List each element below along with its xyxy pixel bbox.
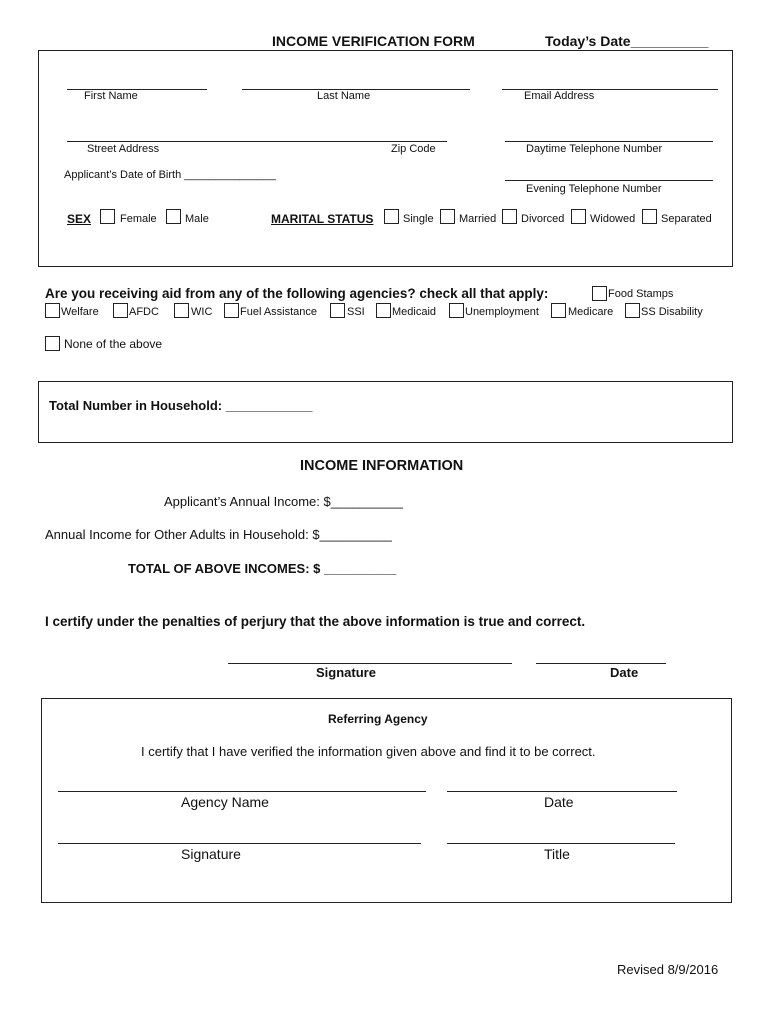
- medicaid-label: Medicaid: [392, 306, 437, 318]
- agency-title-label: Title: [544, 846, 570, 862]
- applicant-signature-label: Signature: [316, 665, 376, 680]
- unemployment-label: Unemployment: [465, 306, 539, 318]
- aid-question: Are you receiving aid from any of the following agencies? check all that apply:: [45, 286, 549, 301]
- married-checkbox[interactable]: [440, 209, 455, 224]
- fuel-assistance-checkbox[interactable]: [224, 303, 239, 318]
- widowed-checkbox[interactable]: [571, 209, 586, 224]
- none-checkbox[interactable]: [45, 336, 60, 351]
- medicaid-checkbox[interactable]: [376, 303, 391, 318]
- medicare-checkbox[interactable]: [551, 303, 566, 318]
- street-zip-line[interactable]: [67, 141, 447, 142]
- agency-date-line[interactable]: [447, 791, 677, 792]
- widowed-label: Widowed: [590, 213, 636, 225]
- agency-signature-line[interactable]: [58, 843, 421, 844]
- email-label: Email Address: [524, 90, 595, 102]
- applicant-info-section: [38, 50, 733, 267]
- agency-name-label: Agency Name: [181, 794, 269, 810]
- separated-checkbox[interactable]: [642, 209, 657, 224]
- referring-agency-section: [41, 698, 732, 903]
- wic-label: WIC: [191, 306, 213, 318]
- applicant-signature-line[interactable]: [228, 663, 512, 664]
- fuel-assistance-label: Fuel Assistance: [240, 306, 318, 318]
- todays-date-field[interactable]: Today’s Date__________: [545, 33, 709, 49]
- separated-label: Separated: [661, 213, 712, 225]
- agency-signature-label: Signature: [181, 846, 241, 862]
- day-phone-label: Daytime Telephone Number: [526, 143, 663, 155]
- agency-title-line[interactable]: [447, 843, 675, 844]
- afdc-checkbox[interactable]: [113, 303, 128, 318]
- female-label: Female: [120, 213, 157, 225]
- referring-heading: Referring Agency: [328, 712, 428, 726]
- form-title: INCOME VERIFICATION FORM: [272, 33, 475, 49]
- agency-date-label: Date: [544, 794, 574, 810]
- eve-phone-line[interactable]: [505, 180, 713, 181]
- dob-field[interactable]: Applicant’s Date of Birth _______________: [64, 169, 277, 181]
- street-label: Street Address: [87, 143, 160, 155]
- perjury-statement: I certify under the penalties of perjury that the above information is true and correct.: [45, 614, 586, 629]
- food-stamps-label: Food Stamps: [608, 288, 674, 300]
- applicant-income-field[interactable]: Applicant’s Annual Income: $__________: [164, 494, 404, 509]
- ssi-checkbox[interactable]: [330, 303, 345, 318]
- zip-label: Zip Code: [391, 143, 436, 155]
- medicare-label: Medicare: [568, 306, 614, 318]
- afdc-label: AFDC: [129, 306, 159, 318]
- welfare-label: Welfare: [61, 306, 99, 318]
- single-label: Single: [403, 213, 434, 225]
- agency-name-line[interactable]: [58, 791, 426, 792]
- ss-disability-label: SS Disability: [641, 306, 703, 318]
- food-stamps-checkbox[interactable]: [592, 286, 607, 301]
- total-income-field[interactable]: TOTAL OF ABOVE INCOMES: $ __________: [128, 561, 397, 576]
- ss-disability-checkbox[interactable]: [625, 303, 640, 318]
- sex-label: SEX: [67, 212, 92, 226]
- welfare-checkbox[interactable]: [45, 303, 60, 318]
- marital-status-label: MARITAL STATUS: [271, 212, 374, 226]
- wic-checkbox[interactable]: [174, 303, 189, 318]
- applicant-date-line[interactable]: [536, 663, 666, 664]
- applicant-date-label: Date: [610, 665, 639, 680]
- none-label: None of the above: [64, 337, 163, 351]
- divorced-label: Divorced: [521, 213, 565, 225]
- day-phone-line[interactable]: [505, 141, 713, 142]
- income-heading: INCOME INFORMATION: [300, 458, 464, 474]
- male-checkbox[interactable]: [166, 209, 181, 224]
- referring-statement: I certify that I have verified the information given above and find it to be correct.: [141, 744, 596, 759]
- last-name-label: Last Name: [317, 90, 371, 102]
- ssi-label: SSI: [347, 306, 365, 318]
- female-checkbox[interactable]: [100, 209, 115, 224]
- single-checkbox[interactable]: [384, 209, 399, 224]
- unemployment-checkbox[interactable]: [449, 303, 464, 318]
- divorced-checkbox[interactable]: [502, 209, 517, 224]
- revised-date: Revised 8/9/2016: [617, 962, 719, 977]
- other-income-field[interactable]: Annual Income for Other Adults in Household: $__________: [45, 527, 392, 542]
- eve-phone-label: Evening Telephone Number: [526, 183, 662, 195]
- household-field[interactable]: Total Number in Household: ____________: [49, 398, 313, 413]
- married-label: Married: [459, 213, 497, 225]
- first-name-label: First Name: [84, 90, 138, 102]
- male-label: Male: [185, 213, 209, 225]
